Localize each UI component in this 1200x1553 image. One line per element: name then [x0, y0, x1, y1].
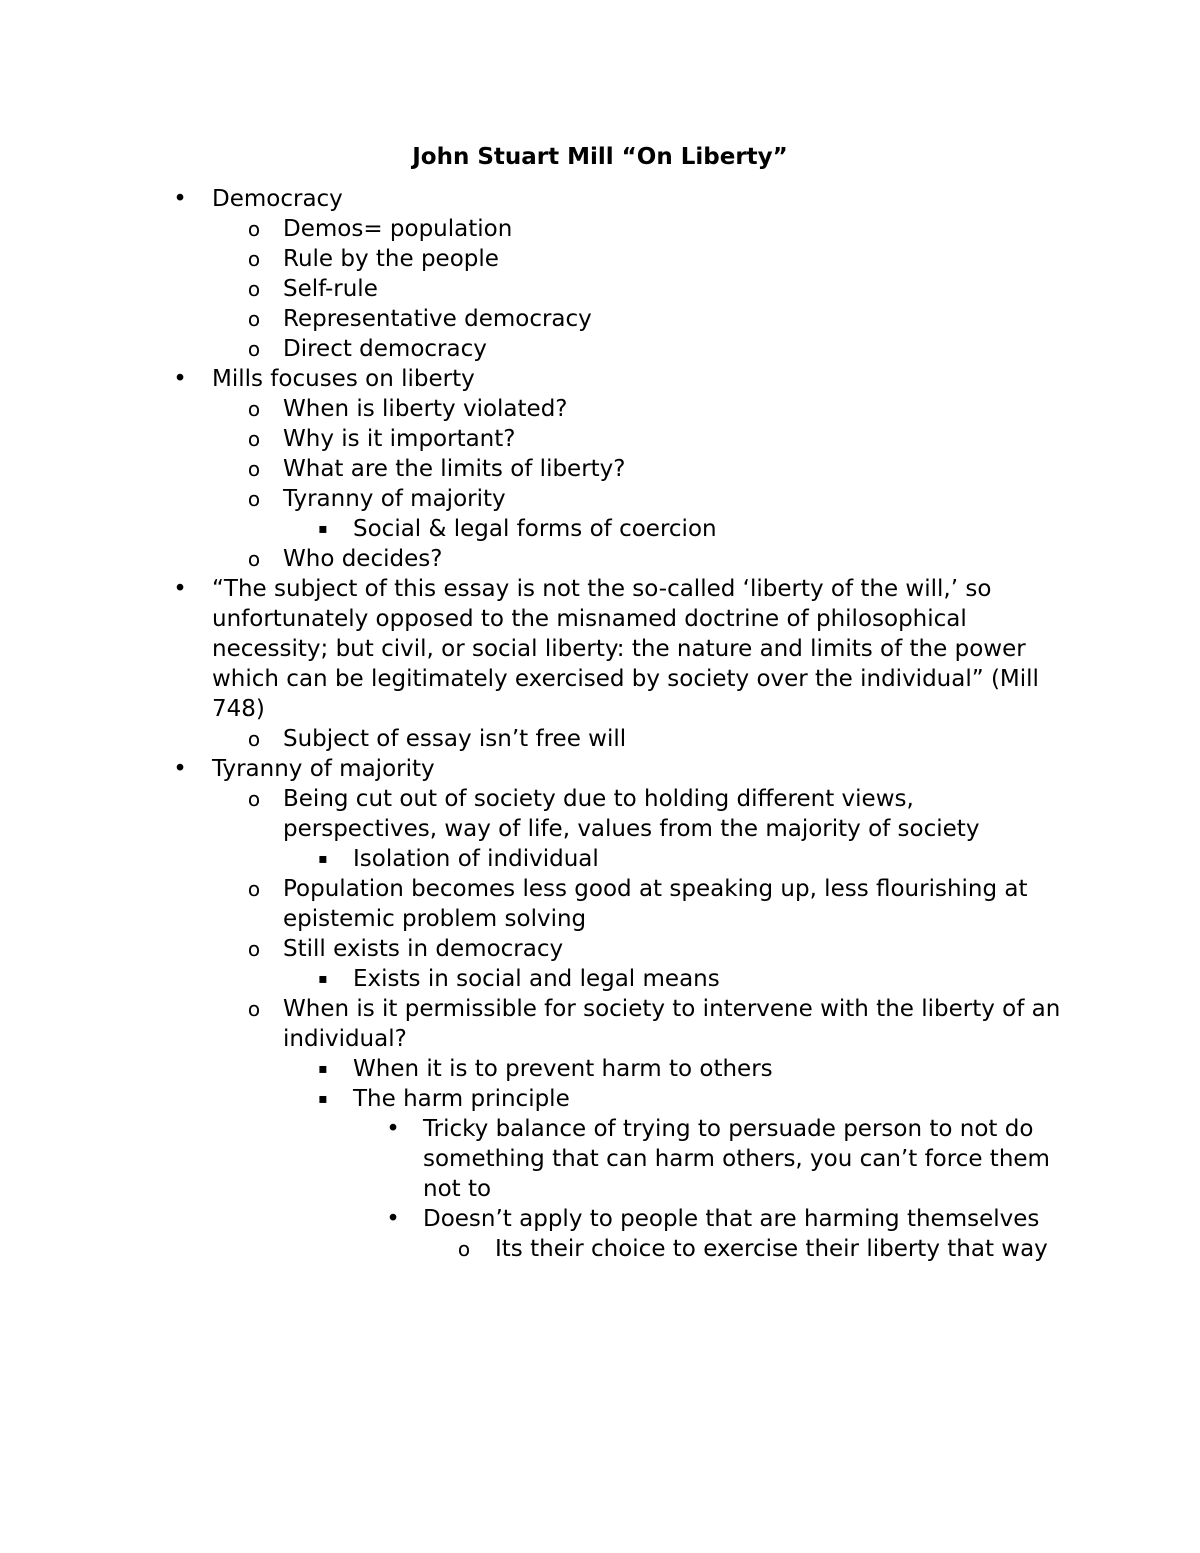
square-bullet-icon: ▪ — [318, 971, 328, 987]
list-item — [0, 1114, 1200, 1204]
list-item-text: Direct democracy — [283, 336, 487, 362]
circle-bullet-icon: o — [247, 547, 261, 571]
list-item-text: Social & legal forms of coercion — [353, 516, 717, 542]
list-item — [0, 994, 1200, 1054]
list-item-text: Why is it important? — [283, 426, 516, 452]
circle-bullet-icon: o — [247, 487, 261, 511]
circle-bullet-icon: o — [247, 247, 261, 271]
list-item — [0, 394, 1200, 424]
list-item-text: Self-rule — [283, 276, 378, 302]
list-item — [0, 454, 1200, 484]
list-item — [0, 514, 1200, 544]
list-item-text: Mills focuses on liberty — [212, 366, 475, 392]
list-item — [0, 1204, 1200, 1234]
list-item — [0, 964, 1200, 994]
list-item — [0, 304, 1200, 334]
quote-text: “The subject of this essay is not the so-called ‘liberty of the will,’ so unfortunately opposed to the misnamed doctrine of philosophical necessity; but civil, or social liberty: the nature and limits of the power which can be legitimately exercised by society over the individual” (Mill 748) — [212, 576, 1039, 722]
list-item-text: Isolation of individual — [353, 846, 599, 872]
list-item — [0, 574, 1200, 724]
list-item-text: Doesn’t apply to people that are harming themselves — [423, 1206, 1040, 1232]
square-bullet-icon: ▪ — [318, 1061, 328, 1077]
list-item — [0, 424, 1200, 454]
bullet-icon: • — [173, 576, 187, 602]
circle-bullet-icon: o — [247, 337, 261, 361]
circle-bullet-icon: o — [247, 997, 261, 1021]
list-item-text: Democracy — [212, 186, 343, 212]
circle-bullet-icon: o — [247, 787, 261, 811]
list-item — [0, 244, 1200, 274]
list-item-text: Still exists in democracy — [283, 936, 564, 962]
list-item — [0, 1084, 1200, 1114]
bullet-icon: • — [386, 1116, 400, 1142]
circle-bullet-icon: o — [247, 727, 261, 751]
circle-bullet-icon: o — [247, 277, 261, 301]
list-item-text: Rule by the people — [283, 246, 499, 272]
bullet-icon: • — [386, 1206, 400, 1232]
list-item-text: Tyranny of majority — [283, 486, 506, 512]
notes-outline — [0, 184, 1200, 1264]
list-item-text: Tricky balance of trying to persuade person to not do something that can harm others, you can’t force them not to — [423, 1116, 1050, 1202]
bullet-icon: • — [173, 366, 187, 392]
list-item — [0, 184, 1200, 214]
list-item — [0, 274, 1200, 304]
circle-bullet-icon: o — [247, 217, 261, 241]
circle-bullet-icon: o — [247, 427, 261, 451]
bullet-icon: • — [173, 186, 187, 212]
list-item-text: Who decides? — [283, 546, 443, 572]
list-item — [0, 934, 1200, 964]
bullet-icon: • — [173, 756, 187, 782]
list-item — [0, 1054, 1200, 1084]
circle-bullet-icon: o — [247, 307, 261, 331]
list-item — [0, 874, 1200, 934]
list-item — [0, 1234, 1200, 1264]
list-item — [0, 364, 1200, 394]
list-item-text: Tyranny of majority — [212, 756, 435, 782]
circle-bullet-icon: o — [247, 877, 261, 901]
list-item-text: Representative democracy — [283, 306, 592, 332]
circle-bullet-icon: o — [247, 457, 261, 481]
list-item — [0, 484, 1200, 514]
list-item-text: Subject of essay isn’t free will — [283, 726, 627, 752]
list-item-text: Its their choice to exercise their liberty that way — [495, 1236, 1048, 1262]
circle-bullet-icon: o — [247, 397, 261, 421]
list-item-text: Demos= population — [283, 216, 513, 242]
list-item — [0, 544, 1200, 574]
circle-bullet-icon: o — [247, 937, 261, 961]
list-item-text: Being cut out of society due to holding different views, perspectives, way of life, values from the majority of society — [283, 786, 980, 842]
list-item — [0, 214, 1200, 244]
list-item-text: When is it permissible for society to intervene with the liberty of an individual? — [283, 996, 1061, 1052]
page-title: John Stuart Mill “On Liberty” — [412, 144, 788, 170]
list-item-text: When is liberty violated? — [283, 396, 568, 422]
list-item — [0, 334, 1200, 364]
list-item-text: Population becomes less good at speaking up, less flourishing at epistemic problem solving — [283, 876, 1028, 932]
circle-bullet-icon: o — [457, 1237, 471, 1261]
square-bullet-icon: ▪ — [318, 851, 328, 867]
list-item-text: The harm principle — [353, 1086, 570, 1112]
list-item — [0, 754, 1200, 784]
square-bullet-icon: ▪ — [318, 1091, 328, 1107]
list-item-text: When it is to prevent harm to others — [353, 1056, 773, 1082]
list-item-text: What are the limits of liberty? — [283, 456, 626, 482]
square-bullet-icon: ▪ — [318, 521, 328, 537]
list-item-text: Exists in social and legal means — [353, 966, 720, 992]
list-item — [0, 724, 1200, 754]
list-item — [0, 784, 1200, 844]
list-item — [0, 844, 1200, 874]
